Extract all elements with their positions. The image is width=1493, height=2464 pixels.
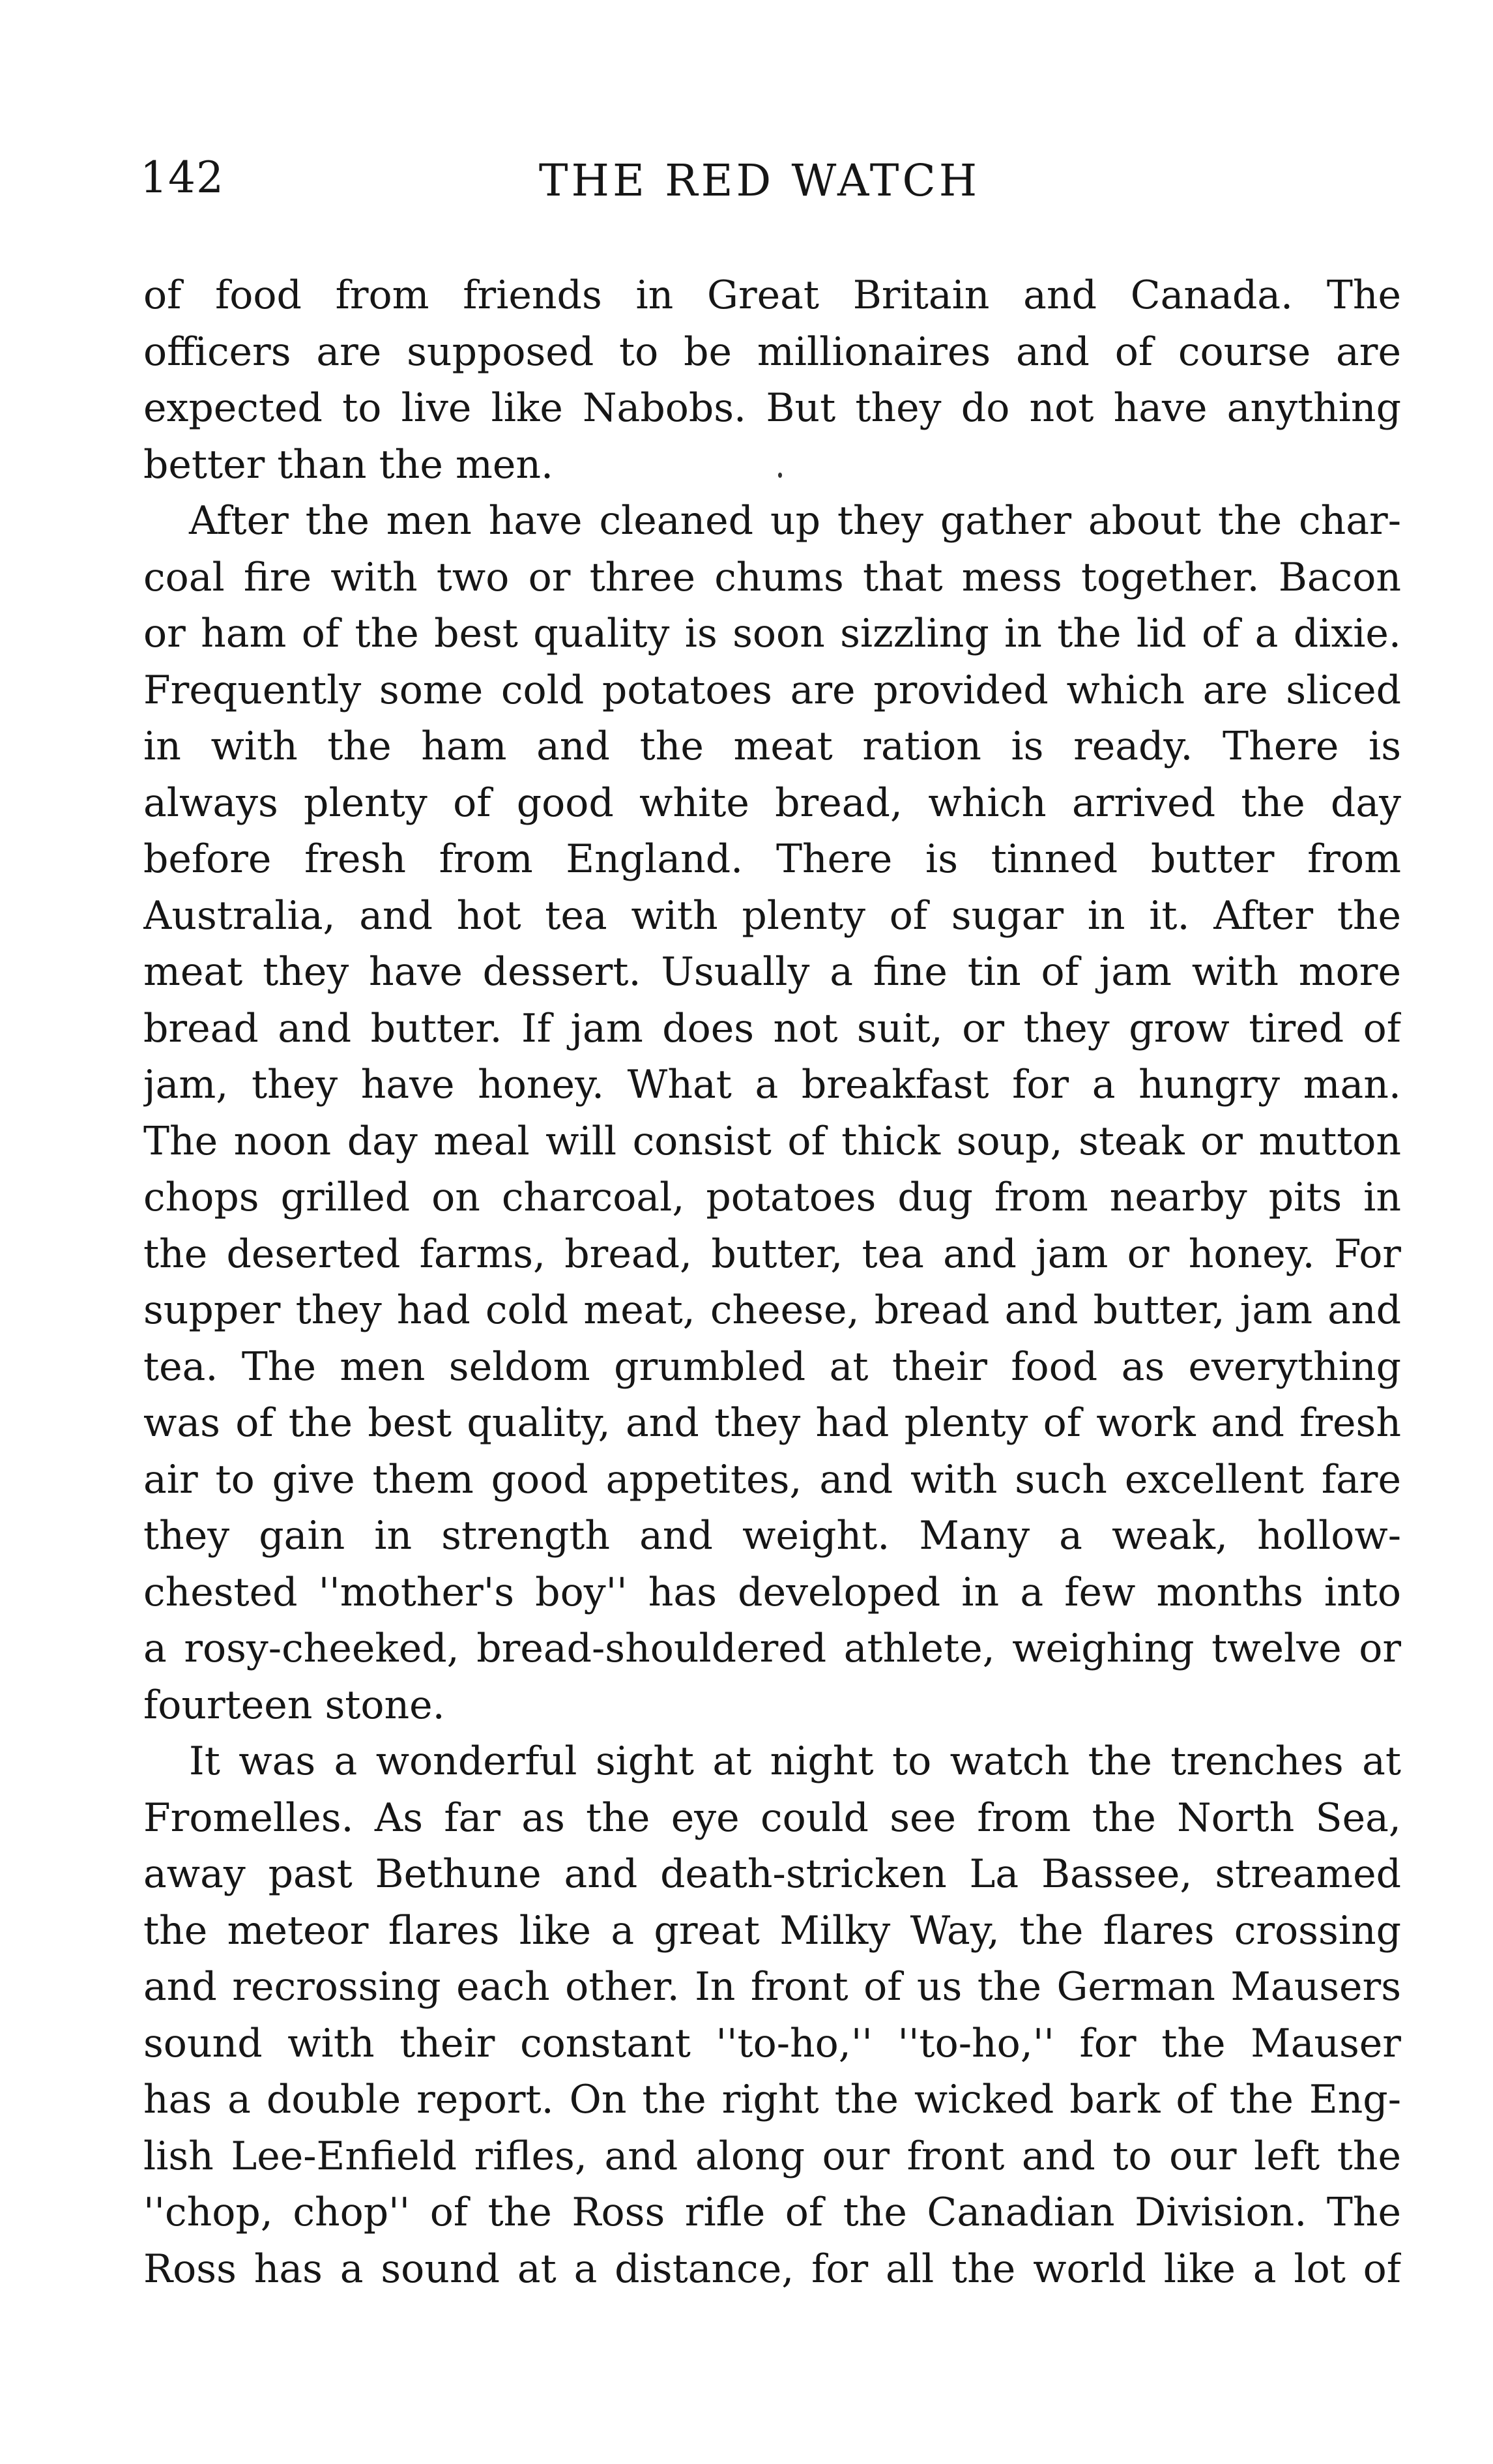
text-line: and recrossing each other. In front of us the German Mausers (143, 1964, 1401, 2010)
text-line: in with the ham and the meat ration is ready. There is (143, 724, 1401, 769)
text-line: officers are supposed to be millionaires and of course are (143, 329, 1401, 375)
text-line: away past Bethune and death-stricken La Bassee, streamed (143, 1851, 1401, 1897)
text-line: Ross has a sound at a distance, for all the world like a lot of (143, 2246, 1401, 2292)
text-line: the meteor flares like a great Milky Way, the flares crossing (143, 1907, 1401, 1954)
text-line: meat they have dessert. Usually a fine tin of jam with more (143, 949, 1401, 995)
paragraph-1 (143, 267, 1401, 493)
text-line: After the men have cleaned up they gather about the char- (189, 498, 1401, 544)
text-line: Fromelles. As far as the eye could see from the North Sea, (143, 1795, 1401, 1841)
text-line: bread and butter. If jam does not suit, or they grow tired of (143, 1005, 1401, 1051)
text-line: was of the best quality, and they had plenty of work and fresh (143, 1400, 1401, 1446)
text-line: air to give them good appetites, and with such excellent fare (143, 1456, 1401, 1503)
text-line: always plenty of good white bread, which arrived the day (143, 780, 1401, 826)
text-line: chested ''mother's boy'' has developed in a few months into (143, 1569, 1401, 1615)
text-line: jam, they have honey. What a breakfast for a hungry man. (143, 1062, 1401, 1107)
text-line: coal fire with two or three chums that mess together. Bacon (143, 554, 1401, 600)
body-text (143, 267, 1401, 2297)
text-line: sound with their constant ''to-ho,'' ''to-ho,'' for the Mauser (143, 2020, 1401, 2066)
text-line: expected to live like Nabobs. But they do not have anything (143, 385, 1401, 431)
text-line: chops grilled on charcoal, potatoes dug from nearby pits in (143, 1175, 1401, 1220)
text-line: better than the men. (143, 441, 554, 488)
text-line: It was a wonderful sight at night to watch the trenches at (189, 1738, 1401, 1784)
text-line: a rosy-cheeked, bread-shouldered athlete, weighing twelve or (143, 1626, 1401, 1671)
text-line: The noon day meal will consist of thick soup, steak or mutton (143, 1118, 1401, 1164)
text-line: lish Lee-Enfield rifles, and along our front and to our left the (143, 2133, 1401, 2179)
paragraph-2 (143, 493, 1401, 1733)
text-line: of food from friends in Great Britain and Canada. The (143, 272, 1401, 318)
page-number: 142 (140, 153, 224, 203)
text-line: supper they had cold meat, cheese, bread and butter, jam and (143, 1287, 1401, 1333)
text-line: tea. The men seldom grumbled at their food as everything (143, 1343, 1401, 1390)
paragraph-3 (143, 1733, 1401, 2297)
text-line: Australia, and hot tea with plenty of sugar in it. After the (143, 892, 1401, 939)
text-line: ''chop, chop'' of the Ross rifle of the Canadian Division. The (143, 2190, 1401, 2235)
text-line: fourteen stone. (143, 1682, 445, 1728)
text-line: or ham of the best quality is soon sizzling in the lid of a dixie. (143, 611, 1401, 656)
print-speck (778, 473, 782, 478)
text-line: Frequently some cold potatoes are provided which are sliced (143, 667, 1401, 713)
text-line: has a double report. On the right the wicked bark of the Eng- (143, 2077, 1401, 2122)
text-line: they gain in strength and weight. Many a weak, hollow- (143, 1513, 1401, 1559)
running-head: THE RED WATCH (538, 155, 981, 206)
text-line: before fresh from England. There is tinned butter from (143, 836, 1401, 882)
text-line: the deserted farms, bread, butter, tea and jam or honey. For (143, 1231, 1401, 1277)
